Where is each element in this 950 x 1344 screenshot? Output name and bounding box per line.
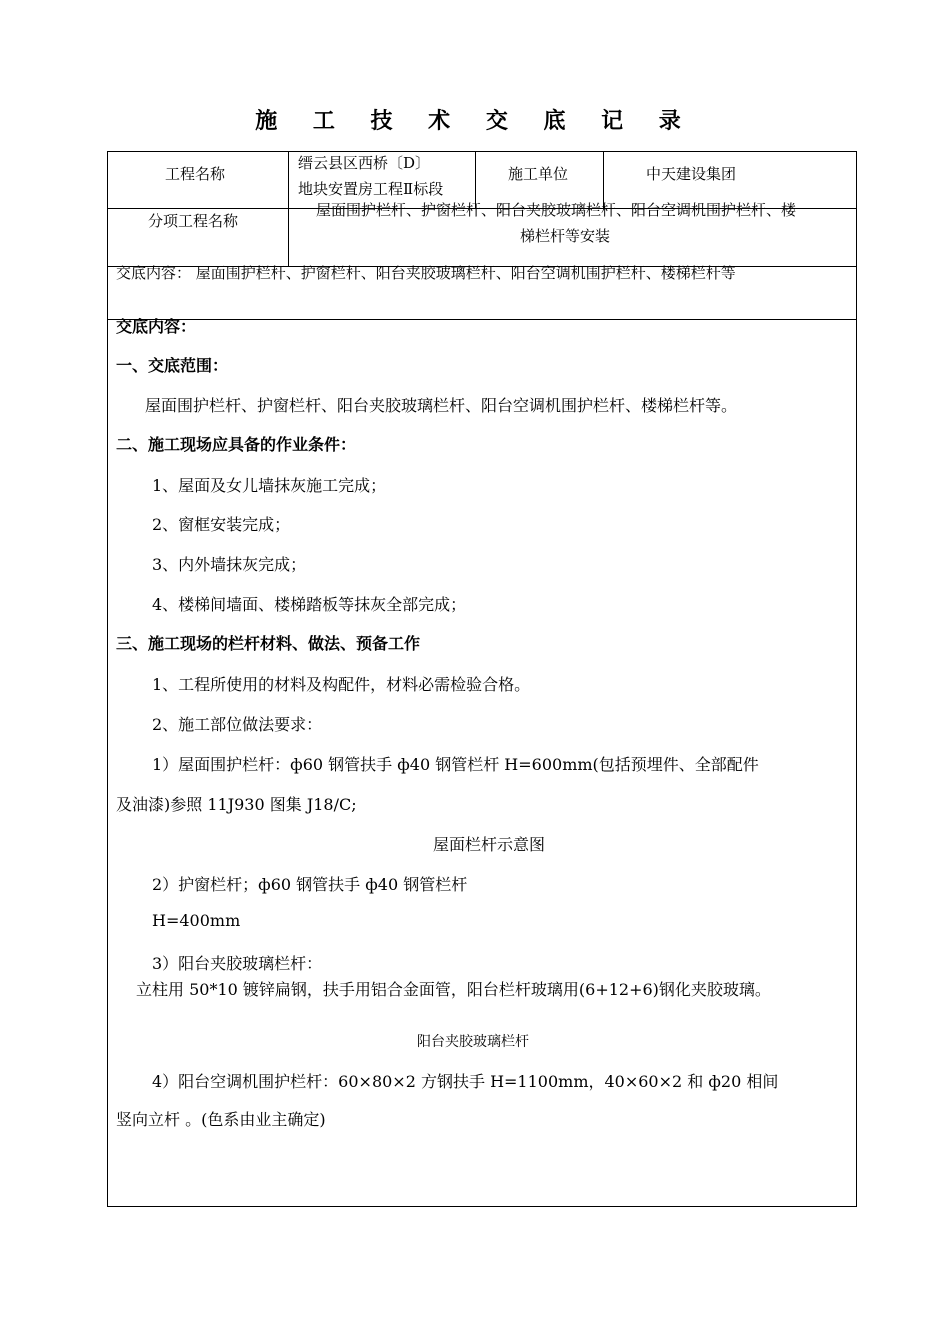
unit-value: 中天建设集团 <box>646 165 737 183</box>
section2-item-1: 1、屋面及女儿墙抹灰施工完成； <box>152 476 387 495</box>
section3-item-2: 2、施工部位做法要求： <box>152 715 323 734</box>
section2-item-4: 4、楼梯间墙面、楼梯踏板等抹灰全部完成； <box>152 595 467 614</box>
balcony-glass-line1: 3）阳台夹胶玻璃栏杆： <box>152 954 323 973</box>
section1-text: 屋面围护栏杆、护窗栏杆、阳台夹胶玻璃栏杆、阳台空调机围护栏杆、楼梯栏杆等。 <box>145 396 738 415</box>
ac-railing-line2: 竖向立杆 。(色系由业主确定) <box>116 1110 326 1129</box>
page-title: 施 工 技 术 交 底 记 录 <box>255 109 695 134</box>
roof-railing-line1: 1）屋面围护栏杆：ф60 钢管扶手 ф40 钢管栏杆 H=600mm(包括预埋件、全部配件 <box>152 755 759 774</box>
table-border-top <box>107 151 857 152</box>
section3-title: 三、施工现场的栏杆材料、做法、预备工作 <box>116 634 421 653</box>
table-border-bottom <box>107 1206 857 1207</box>
ac-railing-line1: 4）阳台空调机围护栏杆：60×80×2 方钢扶手 H=1100mm，40×60×2 和 ф20 相间 <box>152 1072 779 1091</box>
content-heading: 交底内容： <box>116 317 197 336</box>
project-name-line2: 地块安置房工程Ⅱ标段 <box>298 180 444 198</box>
section2-item-2: 2、窗框安装完成； <box>152 515 291 534</box>
roof-railing-caption: 屋面栏杆示意图 <box>433 835 546 854</box>
table-border-right <box>856 151 857 1206</box>
roof-railing-line2: 及油漆)参照 11J930 图集 J18/C; <box>116 795 357 814</box>
section2-title: 二、施工现场应具备的作业条件： <box>116 435 357 454</box>
project-name-line1: 缙云县区西桥〔D〕 <box>298 154 431 172</box>
window-railing-line1: 2）护窗栏杆；ф60 钢管扶手 ф40 钢管栏杆 <box>152 875 468 894</box>
balcony-glass-caption: 阳台夹胶玻璃栏杆 <box>417 1034 529 1050</box>
summary-line: 交底内容： 屋面围护栏杆、护窗栏杆、阳台夹胶玻璃栏杆、阳台空调机围护栏杆、楼梯栏杆等 <box>116 264 736 282</box>
project-name-label: 工程名称 <box>165 165 226 183</box>
section2-item-3: 3、内外墙抹灰完成； <box>152 555 307 574</box>
table-divider-row3 <box>107 319 857 320</box>
sub-project-label: 分项工程名称 <box>148 212 239 230</box>
table-divider-col1 <box>288 151 289 266</box>
section3-item-1: 1、工程所使用的材料及构配件，材料必需检验合格。 <box>152 675 531 694</box>
sub-project-line1: 屋面围护栏杆、护窗栏杆、阳台夹胶玻璃栏杆、阳台空调机围护栏杆、楼 <box>316 201 797 219</box>
sub-project-line2: 梯栏杆等安装 <box>520 227 611 245</box>
section1-title: 一、交底范围： <box>116 356 229 375</box>
balcony-glass-line2: 立柱用 50*10 镀锌扁钢，扶手用铝合金面管，阳台栏杆玻璃用(6+12+6)钢化夹胶玻璃。 <box>136 980 771 999</box>
window-railing-line2: H=400mm <box>152 911 241 930</box>
unit-label: 施工单位 <box>508 165 569 183</box>
table-border-left <box>107 151 108 1206</box>
